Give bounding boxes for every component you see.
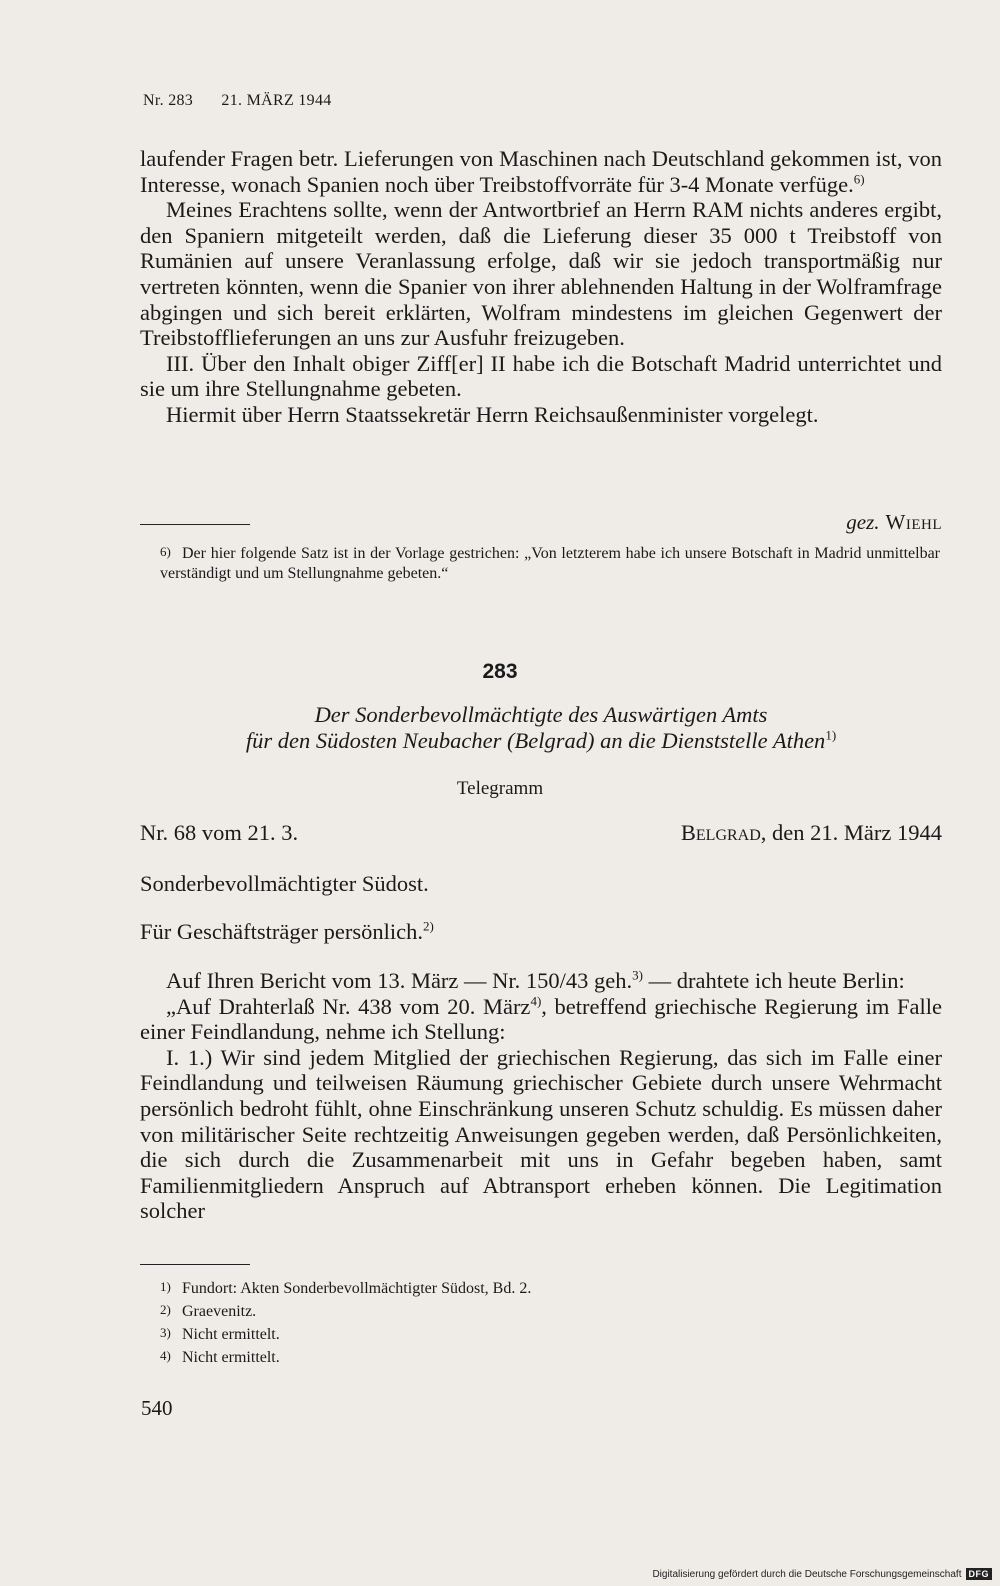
telegram-recipient: Für Geschäftsträger persönlich.$^{2)}$ <box>140 918 434 944</box>
place-date <box>681 820 942 846</box>
footnote: 3) Nicht ermittelt. <box>160 1325 280 1343</box>
page-number: 540 <box>141 1396 173 1420</box>
telegram-place: Belgrad <box>680 820 761 845</box>
running-head-date: 21. MÄRZ 1944 <box>221 92 332 109</box>
footnote-6 <box>160 542 940 584</box>
running-head-number: Nr. 283 <box>143 92 194 109</box>
footnote-ref: 6) <box>853 171 865 187</box>
footnote-ref: 2) <box>423 918 434 934</box>
footnote-ref: 3) <box>632 967 643 983</box>
signature <box>846 510 942 535</box>
paragraph: III. Über den Inhalt obiger Ziff[er] II habe ich die Botschaft Madrid unterrichtet und sie um ihre Stellungnahme gebeten. <box>140 350 942 402</box>
telegram-date: , den 21. März 1944 <box>760 820 942 845</box>
paragraph: laufender Fragen betr. Lieferungen von Maschinen nach Deutschland gekommen ist, von Interesse, wonach Spanien noch über Treibstoffvorräte für 3-4 Monate verfüge.$^{6)}$ <box>140 146 942 197</box>
credit-text: Digitalisierung gefördert durch die Deutsche Forschungsgemeinschaft <box>652 1568 962 1580</box>
document-heading <box>140 702 942 754</box>
footnote-ref: 4) <box>530 993 542 1009</box>
footnote: 1) Fundort: Akten Sonderbevollmächtigter Südost, Bd. 2. <box>160 1279 532 1297</box>
heading-line-1: Der Sonderbevollmächtigte des Auswärtigen Amts <box>314 702 768 727</box>
paragraph: Auf Ihren Bericht vom 13. März — Nr. 150/43 geh.$^{3)}$ — drahtete ich heute Berlin: <box>166 967 905 993</box>
footnote: 4) Nicht ermittelt. <box>160 1348 280 1366</box>
telegram-ref: Nr. 68 vom 21. 3. <box>140 820 299 845</box>
footnote-ref: 1) <box>825 727 837 743</box>
paragraph: „Auf Drahterlaß Nr. 438 vom 20. März$^{4)}$, betreffend griechische Regierung im Falle einer Feindlandung, nehme ich Stellung: <box>140 993 942 1045</box>
footnote-text: Der hier folgende Satz ist in der Vorlage gestrichen: „Von letzterem habe ich unsere Botschaft in Madrid unmittelbar verständigt und um Stellungnahme gebeten.“ <box>160 545 940 582</box>
telegram-sender: Sonderbevollmächtigter Südost. <box>140 871 429 896</box>
running-head <box>143 92 332 110</box>
document-number: 283 <box>482 660 518 683</box>
digitization-credit <box>652 1568 992 1580</box>
signature-prefix: gez. <box>846 510 880 534</box>
paragraph: Hiermit über Herrn Staatssekretär Herrn Reichsaußenminister vorgelegt. <box>166 401 819 427</box>
continuation-text <box>140 146 942 428</box>
telegram-body <box>140 968 942 1224</box>
heading-line-2: für den Südosten Neubacher (Belgrad) an die Dienststelle Athen$^{1)}$ <box>245 727 837 753</box>
signature-row <box>140 510 942 538</box>
document-type: Telegramm <box>456 778 544 799</box>
signature-name: Wiehl <box>885 510 942 534</box>
paragraph: Meines Erachtens sollte, wenn der Antwortbrief an Herrn RAM nichts anderes ergibt, den Spaniern mitgeteilt werden, daß die Lieferung dieser 35 000 t Treibstoff von Rumänien auf unsere Veranlassung erfolge, daß wir sie jedoch transportmäßig nur vertreten könnten, wenn die Spanier von ihrer ablehnenden Haltung in der Wolframfrage abgingen und sich bereit erklärten, Wolfram mindestens im gleichen Gegenwert der Treibstofflieferungen an uns zur Ausfuhr freizugeben. <box>140 197 942 351</box>
dfg-logo-icon: DFG <box>966 1568 993 1580</box>
paragraph: I. 1.) Wir sind jedem Mitglied der griechischen Regierung, das sich im Falle einer Feindlandung und teilweisen Räumung griechischer Gebiete durch unsere Wehrmacht persönlich bedroht fühlt, ohne Einschränkung unseren Schutz schuldig. Es müssen daher von militärischer Seite rechtzeitig Anweisungen gegeben werden, daß Persönlichkeiten, die sich durch die Zusammenarbeit mit uns in Gefahr begeben haben, samt Familienmitgliedern Anspruch auf Abtransport erheben können. Die Legitimation solcher <box>140 1044 942 1224</box>
footnote-mark: 6) <box>160 544 171 559</box>
footnotes <box>160 1276 531 1368</box>
footnote-rule <box>140 524 250 525</box>
telegram-meta <box>140 820 942 846</box>
footnote: 2) Graevenitz. <box>160 1302 257 1320</box>
footnote-rule <box>140 1264 250 1265</box>
